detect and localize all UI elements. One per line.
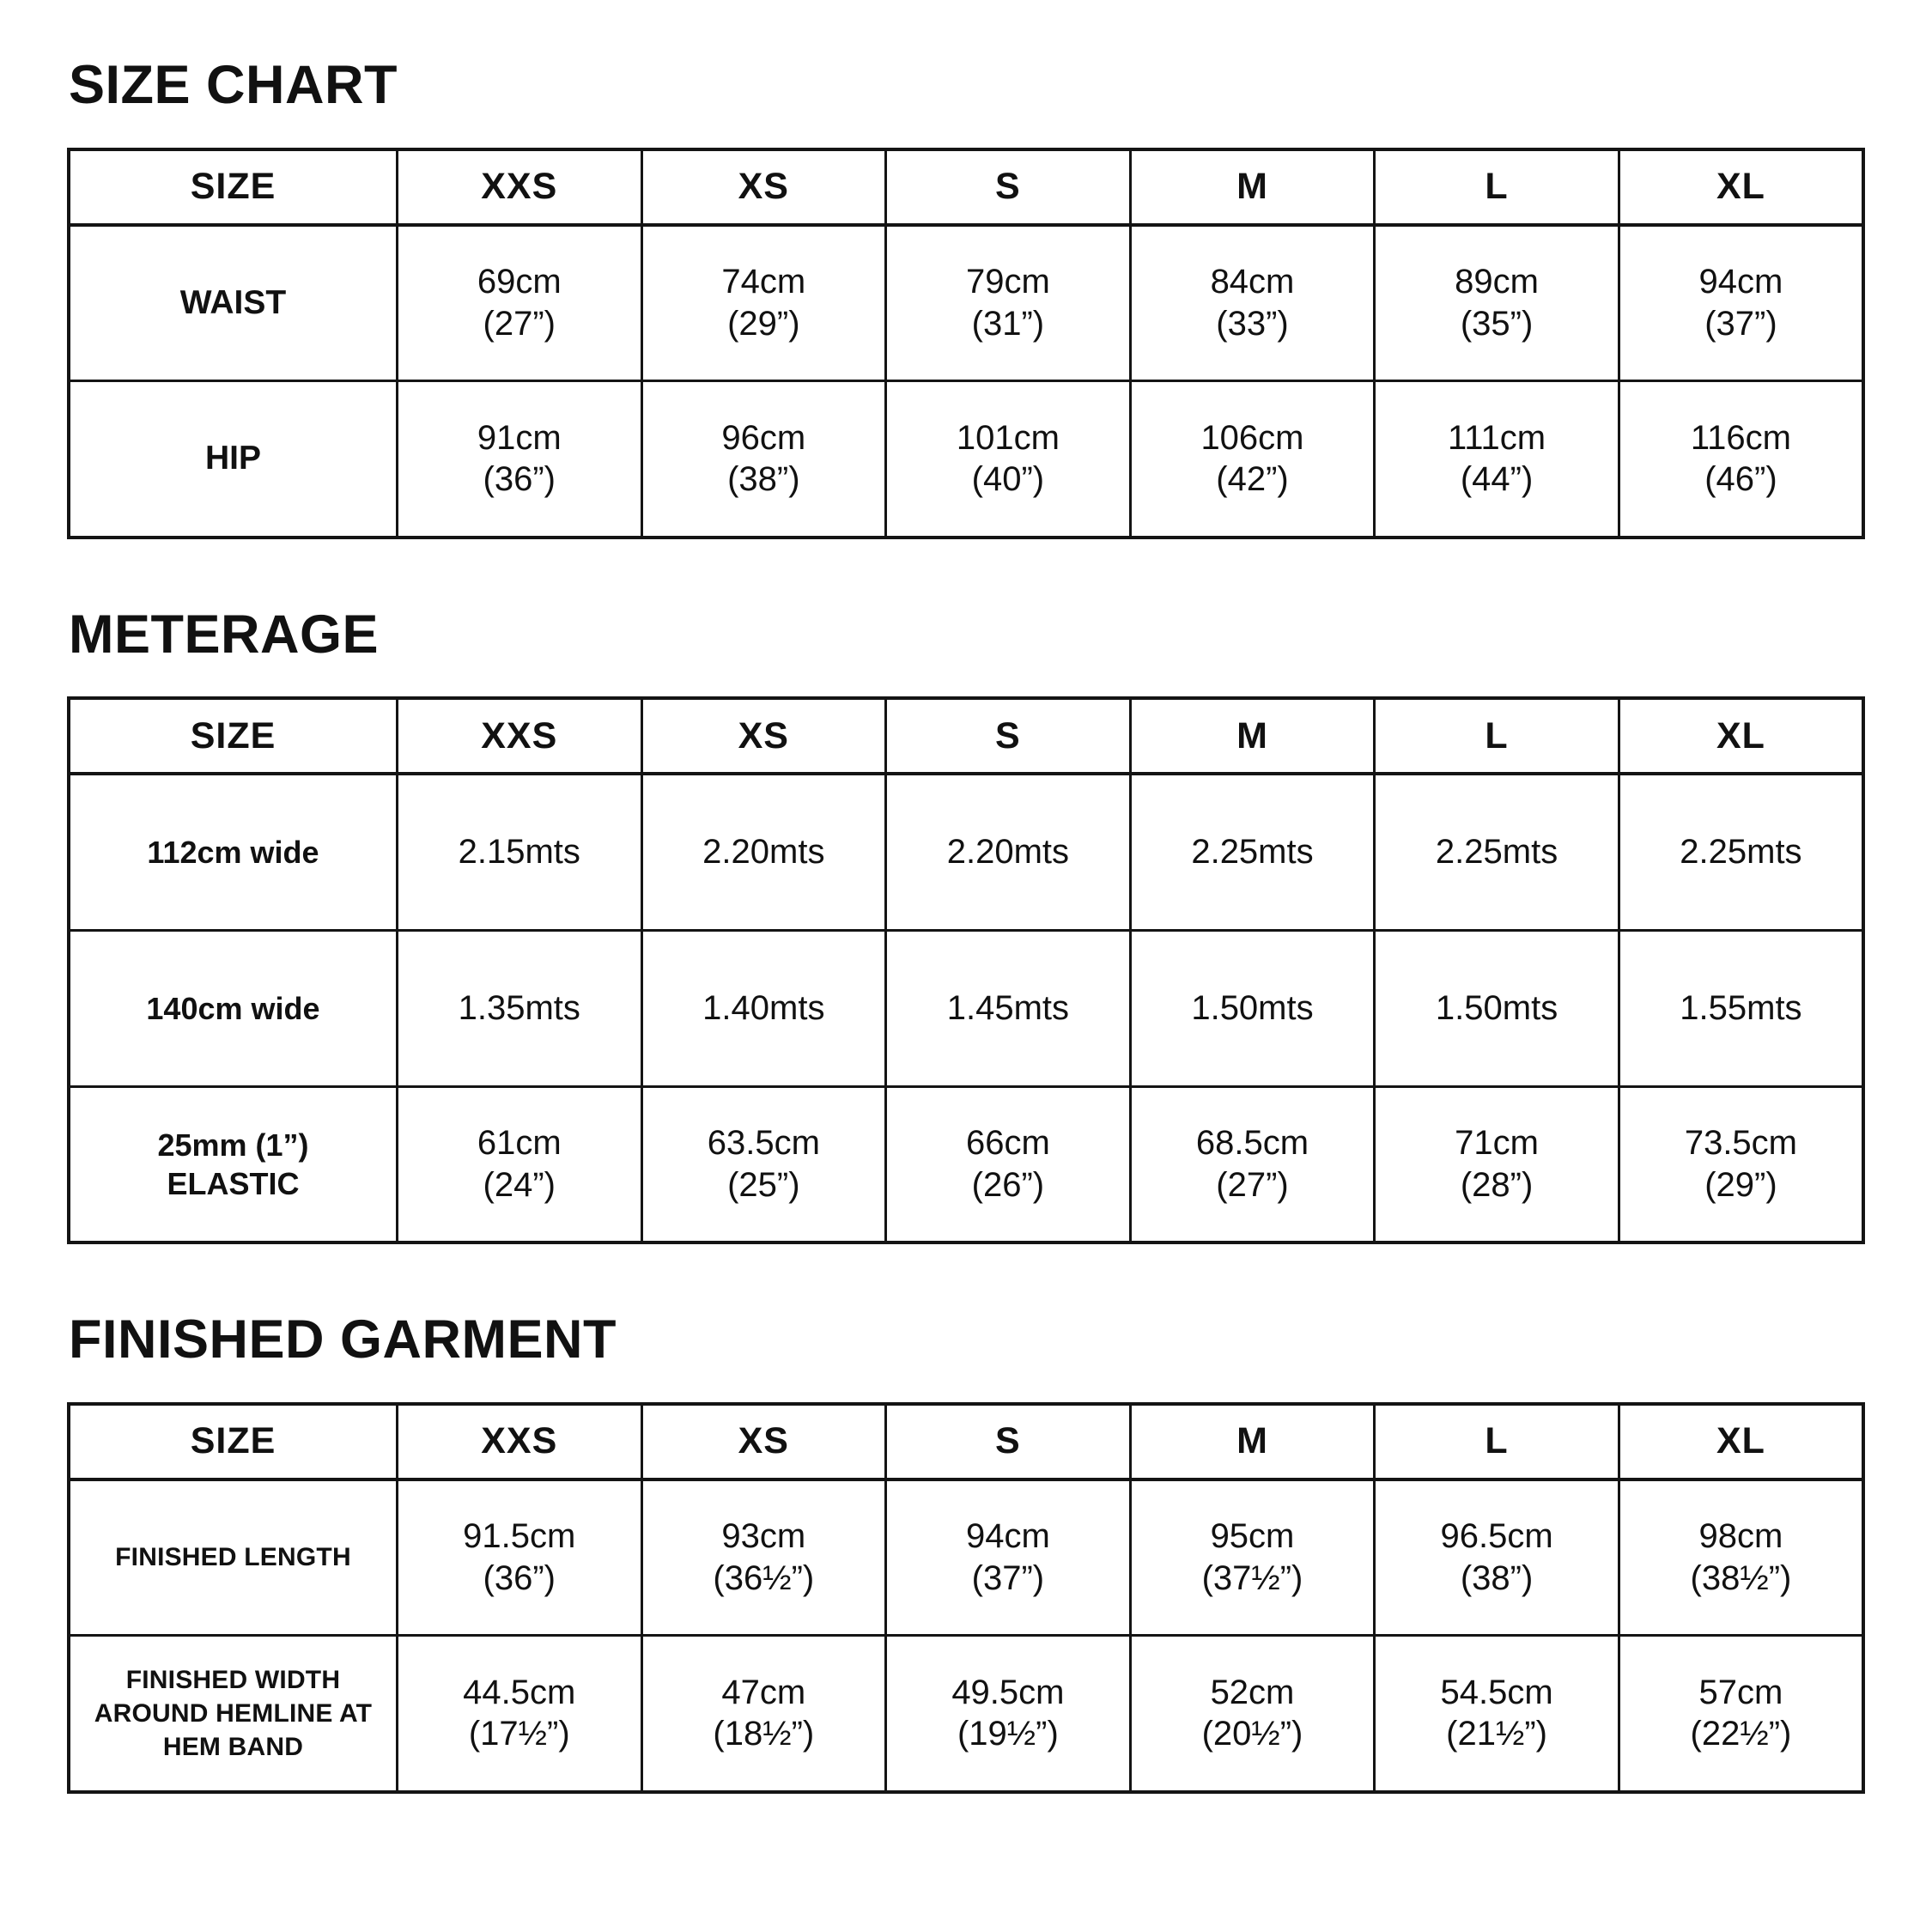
value-line: 96.5cm: [1440, 1517, 1553, 1556]
value-cell: [1375, 1479, 1619, 1636]
finished-garment-table-head: [69, 1404, 1863, 1479]
value-cell: [1619, 225, 1863, 381]
value-cell: [397, 1086, 641, 1242]
value-cell: [886, 930, 1131, 1086]
size-header-m: M: [1130, 698, 1375, 774]
meterage-section: [67, 605, 1865, 1245]
value-cell: [641, 381, 886, 538]
value-cell: [1130, 774, 1375, 930]
table-row: [69, 381, 1863, 538]
value-line: 1.50mts: [1435, 988, 1558, 1027]
value-line: (38”): [1460, 1558, 1534, 1597]
size-column-header: SIZE: [69, 1404, 397, 1479]
value-cell: [1130, 1086, 1375, 1242]
value-line: 66cm: [965, 1124, 1050, 1163]
value-line: (31”): [971, 304, 1045, 343]
row-label-line: FINISHED WIDTH: [125, 1665, 341, 1694]
value-cell: [1130, 1479, 1375, 1636]
value-cell: [886, 1636, 1131, 1792]
value-cell: [397, 225, 641, 381]
value-line: (29”): [727, 304, 800, 343]
value-line: (44”): [1460, 460, 1534, 499]
size-header-xs: XS: [641, 698, 886, 774]
row-label-line: AROUND HEMLINE AT: [94, 1698, 373, 1728]
value-line: 68.5cm: [1195, 1124, 1309, 1163]
value-line: 106cm: [1200, 418, 1304, 457]
value-line: (36½”): [713, 1558, 815, 1597]
value-cell: [1130, 1636, 1375, 1792]
value-line: 57cm: [1698, 1673, 1783, 1711]
value-cell: [641, 225, 886, 381]
value-line: 52cm: [1210, 1673, 1295, 1711]
row-label: [69, 774, 397, 930]
row-label: [69, 930, 397, 1086]
size-header-xxs: XXS: [397, 149, 641, 225]
size-header-xxs: XXS: [397, 1404, 641, 1479]
value-cell: [1375, 381, 1619, 538]
value-cell: [641, 1636, 886, 1792]
value-line: 111cm: [1447, 418, 1546, 457]
value-line: (42”): [1216, 460, 1289, 499]
size-header-xl: XL: [1619, 1404, 1863, 1479]
size-header-l: L: [1375, 1404, 1619, 1479]
value-line: 2.25mts: [1435, 832, 1558, 871]
value-line: 74cm: [721, 263, 806, 301]
meterage-table: [67, 696, 1865, 1244]
finished-garment-table: [67, 1402, 1865, 1794]
size-column-header: SIZE: [69, 149, 397, 225]
value-cell: [641, 1086, 886, 1242]
value-cell: [886, 1479, 1131, 1636]
header-row: [69, 149, 1863, 225]
value-line: (22½”): [1690, 1715, 1792, 1753]
row-label: [69, 381, 397, 538]
finished-garment-title: FINISHED GARMENT: [69, 1309, 617, 1370]
value-line: (33”): [1216, 304, 1289, 343]
value-line: 54.5cm: [1440, 1673, 1553, 1711]
value-line: 94cm: [1698, 263, 1783, 301]
value-line: (24”): [483, 1165, 556, 1204]
value-cell: [886, 381, 1131, 538]
meterage-title: METERAGE: [69, 604, 380, 665]
value-cell: [1130, 930, 1375, 1086]
value-cell: [1375, 225, 1619, 381]
size-header-xs: XS: [641, 1404, 886, 1479]
finished-garment-table-body: [69, 1479, 1863, 1792]
value-cell: [1375, 1636, 1619, 1792]
table-row: [69, 225, 1863, 381]
value-line: (21½”): [1446, 1715, 1547, 1753]
value-line: 93cm: [721, 1517, 806, 1556]
value-cell: [1130, 225, 1375, 381]
table-row: [69, 1479, 1863, 1636]
value-line: 89cm: [1455, 263, 1539, 301]
row-label: [69, 1636, 397, 1792]
value-line: 2.15mts: [458, 832, 580, 871]
size-header-s: S: [886, 1404, 1131, 1479]
value-line: (37”): [971, 1558, 1045, 1597]
value-cell: [397, 381, 641, 538]
size-header-m: M: [1130, 149, 1375, 225]
value-cell: [397, 930, 641, 1086]
meterage-table-body: [69, 774, 1863, 1242]
value-line: (17½”): [468, 1715, 570, 1753]
table-row: [69, 1636, 1863, 1792]
value-line: (18½”): [713, 1715, 815, 1753]
row-label-line: 25mm (1”): [157, 1127, 309, 1163]
value-cell: [1619, 1086, 1863, 1242]
value-line: 79cm: [965, 263, 1050, 301]
value-line: (26”): [971, 1165, 1045, 1204]
size-chart-table-body: [69, 225, 1863, 538]
value-cell: [1375, 774, 1619, 930]
size-chart-table: [67, 148, 1865, 539]
value-line: 44.5cm: [463, 1673, 576, 1711]
value-line: 95cm: [1210, 1517, 1295, 1556]
value-cell: [1130, 381, 1375, 538]
row-label-line: 140cm wide: [146, 990, 320, 1026]
size-chart-section: [67, 55, 1865, 539]
value-line: (38½”): [1690, 1558, 1792, 1597]
value-cell: [886, 774, 1131, 930]
value-line: (20½”): [1201, 1715, 1303, 1753]
value-line: (25”): [727, 1165, 800, 1204]
value-line: 1.35mts: [458, 988, 580, 1027]
table-row: [69, 1086, 1863, 1242]
value-line: (27”): [483, 304, 556, 343]
size-header-xxs: XXS: [397, 698, 641, 774]
size-header-xl: XL: [1619, 698, 1863, 774]
value-line: 71cm: [1455, 1124, 1539, 1163]
value-line: 73.5cm: [1684, 1124, 1797, 1163]
value-cell: [641, 774, 886, 930]
value-line: 96cm: [721, 418, 806, 457]
value-line: (35”): [1460, 304, 1534, 343]
size-chart-table-head: [69, 149, 1863, 225]
value-line: 94cm: [965, 1517, 1050, 1556]
meterage-table-head: [69, 698, 1863, 774]
row-label-line: ELASTIC: [167, 1165, 300, 1201]
row-label: [69, 1479, 397, 1636]
value-line: (40”): [971, 460, 1045, 499]
value-line: 49.5cm: [951, 1673, 1065, 1711]
value-line: 116cm: [1690, 418, 1791, 457]
size-header-s: S: [886, 149, 1131, 225]
value-line: 69cm: [477, 263, 562, 301]
value-cell: [641, 930, 886, 1086]
value-line: 2.25mts: [1680, 832, 1802, 871]
row-label-line: HEM BAND: [162, 1732, 304, 1761]
value-line: 1.50mts: [1191, 988, 1314, 1027]
value-cell: [886, 225, 1131, 381]
size-header-m: M: [1130, 1404, 1375, 1479]
value-cell: [1375, 1086, 1619, 1242]
size-column-header: SIZE: [69, 698, 397, 774]
value-line: 84cm: [1210, 263, 1295, 301]
size-chart-title: SIZE CHART: [69, 55, 398, 115]
value-line: 1.45mts: [946, 988, 1070, 1027]
value-line: (28”): [1460, 1165, 1534, 1204]
value-line: 2.25mts: [1191, 832, 1314, 871]
value-cell: [397, 1636, 641, 1792]
value-line: 61cm: [477, 1124, 562, 1163]
value-line: (27”): [1216, 1165, 1289, 1204]
row-label-line: FINISHED LENGTH: [115, 1543, 351, 1572]
header-row: [69, 1404, 1863, 1479]
value-line: 91.5cm: [463, 1517, 576, 1556]
size-header-xs: XS: [641, 149, 886, 225]
value-cell: [397, 1479, 641, 1636]
value-cell: [641, 1479, 886, 1636]
value-line: 63.5cm: [707, 1124, 820, 1163]
value-cell: [1619, 1636, 1863, 1792]
value-cell: [1375, 930, 1619, 1086]
row-label: [69, 225, 397, 381]
size-header-s: S: [886, 698, 1131, 774]
finished-garment-section: [67, 1309, 1865, 1794]
table-row: [69, 774, 1863, 930]
value-cell: [886, 1086, 1131, 1242]
value-line: (29”): [1704, 1165, 1777, 1204]
value-line: (38”): [727, 460, 800, 499]
value-line: 101cm: [956, 418, 1060, 457]
table-row: [69, 930, 1863, 1086]
size-header-l: L: [1375, 149, 1619, 225]
value-line: 1.55mts: [1680, 988, 1802, 1027]
value-line: (46”): [1704, 460, 1777, 499]
header-row: [69, 698, 1863, 774]
value-line: (36”): [483, 1558, 556, 1597]
row-label: [69, 1086, 397, 1242]
value-cell: [1619, 1479, 1863, 1636]
value-line: 98cm: [1698, 1517, 1783, 1556]
row-label-line: WAIST: [179, 283, 287, 321]
value-cell: [1619, 774, 1863, 930]
value-line: 91cm: [477, 418, 562, 457]
value-line: (37½”): [1201, 1558, 1303, 1597]
value-line: 2.20mts: [946, 832, 1070, 871]
value-line: 1.40mts: [702, 988, 825, 1027]
row-label-line: HIP: [204, 440, 261, 477]
value-cell: [1619, 930, 1863, 1086]
value-cell: [1619, 381, 1863, 538]
value-cell: [397, 774, 641, 930]
size-header-l: L: [1375, 698, 1619, 774]
row-label-line: 112cm wide: [147, 834, 319, 870]
value-line: (37”): [1704, 304, 1777, 343]
value-line: 2.20mts: [702, 832, 825, 871]
size-header-xl: XL: [1619, 149, 1863, 225]
value-line: 47cm: [721, 1673, 806, 1711]
value-line: (36”): [483, 460, 556, 499]
value-line: (19½”): [957, 1715, 1059, 1753]
